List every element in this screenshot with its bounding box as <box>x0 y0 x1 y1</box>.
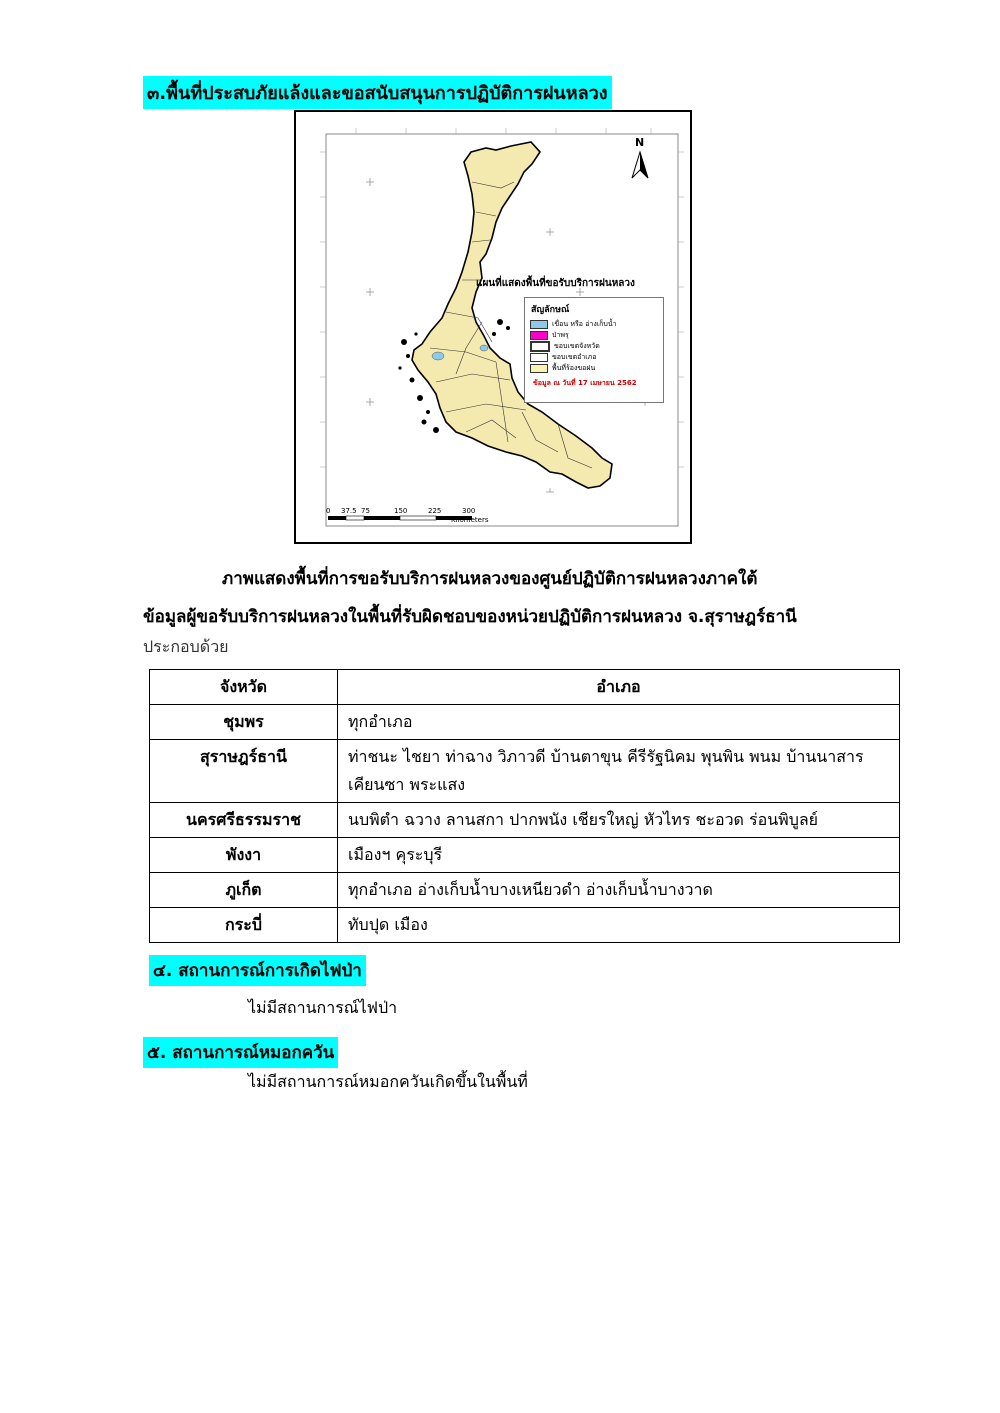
north-arrow-icon <box>632 152 648 178</box>
intro-text: ข้อมูลผู้ขอรับบริการฝนหลวงในพื้นที่รับผิดชอบของหน่วยปฏิบัติการฝนหลวง จ.สุราษฎร์ธานี <box>143 607 797 627</box>
table-row <box>150 873 900 908</box>
scale-unit: Kilometers <box>451 516 489 524</box>
drought-request-map <box>294 110 692 544</box>
district-cell: ทับปุด เมือง <box>338 908 900 943</box>
legend-item: ขอบเขตจังหวัด <box>530 341 663 352</box>
province-cell: สุราษฎร์ธานี <box>150 740 338 803</box>
map-caption: ภาพแสดงพื้นที่การขอรับบริการฝนหลวงของศูนย์ปฏิบัติการฝนหลวงภาคใต้ <box>222 569 758 589</box>
section-4-heading: ๔. สถานการณ์การเกิดไฟป่า <box>149 955 366 986</box>
scale-tick: 225 <box>428 507 442 515</box>
district-cell: ทุกอำเภอ <box>338 705 900 740</box>
table-row <box>150 705 900 740</box>
intro-text-continued: ประกอบด้วย <box>143 637 229 656</box>
province-cell: กระบี่ <box>150 908 338 943</box>
north-label: N <box>635 136 645 149</box>
reservoir-mark <box>432 352 444 360</box>
table-row <box>150 908 900 943</box>
legend-swatch <box>530 331 548 340</box>
province-cell: ภูเก็ต <box>150 873 338 908</box>
legend-swatch <box>530 320 548 329</box>
scale-tick: 37.5 <box>341 507 357 515</box>
table-row <box>150 803 900 838</box>
district-cell: นบพิตำ ฉวาง ลานสกา ปากพนัง เชียรใหญ่ หัวไทร ชะอวด ร่อนพิบูลย์ <box>338 803 900 838</box>
province-cell: พังงา <box>150 838 338 873</box>
section-3-heading: ๓.พื้นที่ประสบภัยแล้งและขอสนับสนุนการปฏิบัติการฝนหลวง <box>143 76 612 109</box>
column-header-province: จังหวัด <box>150 670 338 705</box>
legend-swatch <box>530 353 548 362</box>
map-title: แผนที่แสดงพื้นที่ขอรับบริการฝนหลวง <box>476 278 635 289</box>
section-5-body: ไม่มีสถานการณ์หมอกควันเกิดขึ้นในพื้นที่ <box>248 1072 528 1091</box>
scale-tick: 75 <box>361 507 370 515</box>
province-cell: นครศรีธรรมราช <box>150 803 338 838</box>
district-cell: ท่าชนะ ไชยา ท่าฉาง วิภาวดี บ้านตาขุน คีรีรัฐนิคม พุนพิน พนม บ้านนาสาร เคียนซา พระแสง <box>338 740 900 803</box>
scale-tick: 150 <box>394 507 408 515</box>
legend-swatch <box>530 341 550 352</box>
scale-tick: 0 <box>326 507 331 515</box>
column-header-district: อำเภอ <box>338 670 900 705</box>
legend-item: ป่าพรุ <box>530 330 663 341</box>
legend-title: สัญลักษณ์ <box>531 305 570 315</box>
map-legend <box>524 297 664 403</box>
district-cell: เมืองฯ คุระบุรี <box>338 838 900 873</box>
table-header-row <box>150 670 900 705</box>
section-5-heading: ๕. สถานการณ์หมอกควัน <box>143 1037 338 1068</box>
legend-swatch <box>530 364 548 373</box>
legend-item: เขื่อน หรือ อ่างเก็บน้ำ <box>530 319 663 330</box>
section-4-body: ไม่มีสถานการณ์ไฟป่า <box>248 998 398 1017</box>
scale-tick: 300 <box>462 507 476 515</box>
district-cell: ทุกอำเภอ อ่างเก็บน้ำบางเหนียวดำ อ่างเก็บน้ำบางวาด <box>338 873 900 908</box>
table-row <box>150 740 900 803</box>
request-table <box>149 669 900 943</box>
province-cell: ชุมพร <box>150 705 338 740</box>
legend-item: พื้นที่ร้องขอฝน <box>530 363 663 374</box>
legend-date-note: ข้อมูล ณ วันที่ 17 เมษายน 2562 <box>533 379 637 387</box>
table-row <box>150 838 900 873</box>
legend-item: ขอบเขตอำเภอ <box>530 352 663 363</box>
reservoir-mark <box>480 345 488 351</box>
